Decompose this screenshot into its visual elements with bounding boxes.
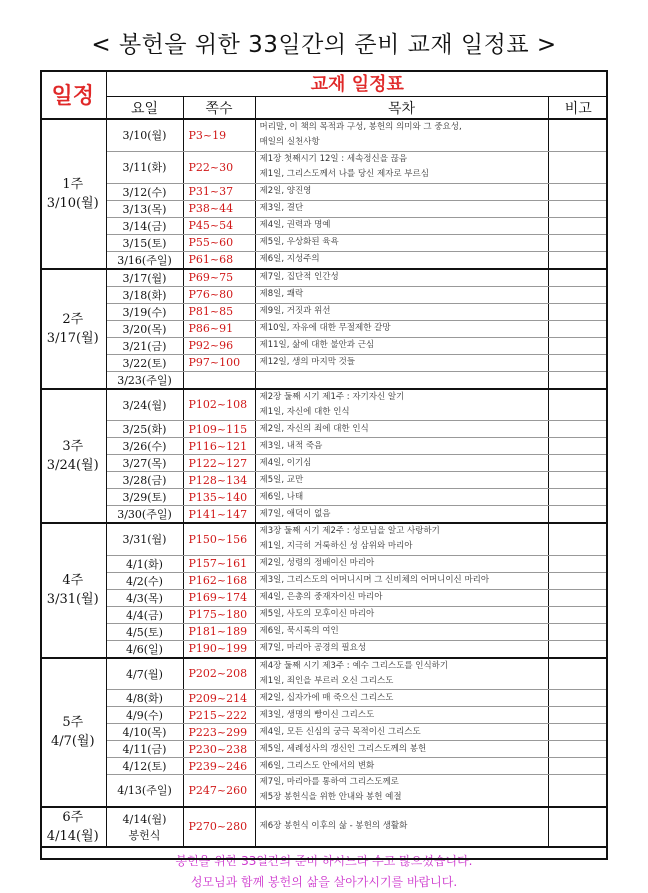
contents-line: 제2일, 양진영 <box>259 186 312 196</box>
contents-cell <box>255 775 548 807</box>
contents-cell <box>255 589 548 606</box>
contents-cell <box>255 572 548 589</box>
day-label: 3/24(월) <box>122 398 167 412</box>
day-label: 3/14(금) <box>122 219 167 233</box>
remarks-cell <box>548 303 608 320</box>
contents-cell <box>255 640 548 658</box>
page-range: P169~174 <box>183 589 255 606</box>
day-cell <box>106 523 183 555</box>
page-range: P76~80 <box>183 286 255 303</box>
day-label: 3/31(월) <box>122 533 167 547</box>
page-range: P128~134 <box>183 472 255 489</box>
contents-cell <box>255 555 548 572</box>
contents-line: 제1일, 죄인을 부르러 오신 그리스도 <box>259 675 394 686</box>
page-range: P86~91 <box>183 320 255 337</box>
closing-message-line: 성모님과 함께 봉헌의 삶을 살아가시기를 바랍니다. <box>190 874 458 889</box>
contents-line: 제4일, 은총의 중재자이신 마리아 <box>259 592 383 602</box>
week-cell <box>40 269 106 389</box>
day-cell <box>106 217 183 234</box>
page-range: P175~180 <box>183 606 255 623</box>
remarks-cell <box>548 724 608 741</box>
schedule-row <box>40 758 608 775</box>
day-label: 3/23(주일) <box>117 373 172 387</box>
page-range: P135~140 <box>183 489 255 506</box>
week-label: 4주 <box>62 573 84 589</box>
page-range: P209~214 <box>183 690 255 707</box>
schedule-row <box>40 234 608 251</box>
day-label: 4/10(목) <box>122 726 167 739</box>
remarks-cell <box>548 472 608 489</box>
day-cell <box>106 640 183 658</box>
page-range: P109~115 <box>183 421 255 438</box>
remarks-cell <box>548 690 608 707</box>
contents-line: 제1일, 자신에 대한 인식 <box>259 406 350 417</box>
contents-cell <box>255 151 548 183</box>
contents-line: 제2일, 자신의 죄에 대한 인식 <box>259 423 369 434</box>
day-cell <box>106 589 183 606</box>
day-label: 4/6(일) <box>126 642 163 656</box>
schedule-row <box>40 690 608 707</box>
day-label: 3/15(토) <box>122 236 167 250</box>
day-cell <box>106 807 183 847</box>
schedule-row <box>40 472 608 489</box>
page-range: P215~222 <box>183 707 255 724</box>
page-range: P239~246 <box>183 758 255 775</box>
page-range: P202~208 <box>183 658 255 690</box>
schedule-row <box>40 724 608 741</box>
page-range: P3~19 <box>183 119 255 151</box>
week-label: 6주 <box>62 809 84 825</box>
contents-line: 제10일, 자유에 대한 무절제한 갈망 <box>259 323 391 333</box>
contents-line: 제4일, 이기심 <box>259 457 312 468</box>
contents-cell <box>255 234 548 251</box>
day-label: 3/28(금) <box>122 474 167 487</box>
page-range: P97~100 <box>183 354 255 371</box>
schedule-row <box>40 151 608 183</box>
day-cell <box>106 354 183 371</box>
schedule-row <box>40 354 608 371</box>
remarks-cell <box>548 354 608 371</box>
day-cell <box>106 690 183 707</box>
remarks-cell <box>548 807 608 847</box>
contents-line: 제1일, 그리스도께서 나를 당신 제자로 부르심 <box>259 169 429 179</box>
remarks-cell <box>548 421 608 438</box>
remarks-cell <box>548 151 608 183</box>
day-label: 3/21(금) <box>122 339 167 353</box>
day-label: 4/5(토) <box>126 625 163 639</box>
day-label: 4/2(수) <box>126 574 163 588</box>
schedule-row <box>40 523 608 555</box>
day-cell <box>106 506 183 524</box>
day-label: 4/7(월) <box>126 667 163 681</box>
contents-line: 제5일, 교만 <box>259 474 304 485</box>
day-cell <box>106 775 183 807</box>
day-cell <box>106 438 183 455</box>
day-cell <box>106 119 183 151</box>
remarks-cell <box>548 775 608 807</box>
day-cell <box>106 371 183 389</box>
schedule-row <box>40 623 608 640</box>
day-label: 3/27(목) <box>122 457 167 470</box>
day-cell <box>106 337 183 354</box>
schedule-row <box>40 606 608 623</box>
day-cell <box>106 555 183 572</box>
remarks-cell <box>548 640 608 658</box>
day-label: 3/16(주일) <box>117 253 172 267</box>
contents-cell <box>255 217 548 234</box>
contents-line: 제3일, 생명의 빵이신 그리스도 <box>259 709 375 720</box>
remarks-cell <box>548 572 608 589</box>
page-range: P223~299 <box>183 724 255 741</box>
page-range: P162~168 <box>183 572 255 589</box>
contents-line: 제4일, 모든 신심의 궁극 목적이신 그리스도 <box>259 726 421 737</box>
schedule-row <box>40 269 608 287</box>
day-cell <box>106 421 183 438</box>
contents-line: 제8일, 쾌락 <box>259 289 304 299</box>
schedule-row <box>40 438 608 455</box>
column-header-page: 쪽수 <box>183 97 255 120</box>
week-label: 5주 <box>62 715 84 730</box>
remarks-cell <box>548 658 608 690</box>
remarks-cell <box>548 623 608 640</box>
day-label: 3/19(수) <box>122 305 167 319</box>
contents-line: 제3장 둘째 시기 제2주 : 성모님을 알고 사랑하기 <box>259 526 440 537</box>
page-range: P122~127 <box>183 455 255 472</box>
week-start-date: 3/24(월) <box>46 457 99 473</box>
page-title: < 봉헌을 위한 33일간의 준비 교재 일정표 > <box>91 32 557 58</box>
page-range: P116~121 <box>183 438 255 455</box>
contents-line: 제2일, 십자가에 매 죽으신 그리스도 <box>259 692 394 703</box>
day-label: 3/17(월) <box>122 271 167 285</box>
contents-line: 제1일, 지극히 거룩하신 성 삼위와 마리아 <box>259 541 413 552</box>
contents-cell <box>255 724 548 741</box>
day-label: 4/4(금) <box>126 608 163 622</box>
contents-line: 제2장 둘째 시기 제1주 : 자기자신 알기 <box>259 391 405 402</box>
page-range: P38~44 <box>183 200 255 217</box>
page-range: P22~30 <box>183 151 255 183</box>
day-cell <box>106 455 183 472</box>
schedule-row <box>40 807 608 847</box>
contents-cell <box>255 758 548 775</box>
contents-line: 제4장 둘째 시기 제3주 : 예수 그리스도를 인식하기 <box>259 660 449 671</box>
contents-cell <box>255 251 548 269</box>
consecration-label: 봉헌식 <box>128 828 161 842</box>
contents-line: 제11일, 삶에 대한 불안과 근심 <box>259 340 375 350</box>
contents-line: 제6장 봉헌식 이후의 삶 - 봉헌의 생활화 <box>259 821 408 831</box>
remarks-cell <box>548 555 608 572</box>
day-cell <box>106 200 183 217</box>
schedule-row <box>40 572 608 589</box>
day-label: 4/9(수) <box>126 709 163 722</box>
remarks-cell <box>548 523 608 555</box>
day-cell <box>106 183 183 200</box>
remarks-cell <box>548 183 608 200</box>
schedule-label: 일정 <box>40 70 106 119</box>
day-label: 3/13(목) <box>122 202 167 216</box>
remarks-cell <box>548 119 608 151</box>
day-label: 4/13(주일) <box>117 784 172 798</box>
remarks-cell <box>548 707 608 724</box>
contents-line: 제7일, 마리아를 통하여 그리스도께로 <box>259 777 399 788</box>
remarks-cell <box>548 506 608 524</box>
contents-cell <box>255 606 548 623</box>
contents-line: 제6일, 나태 <box>259 491 304 502</box>
contents-cell <box>255 489 548 506</box>
contents-line: 제7일, 집단적 인간성 <box>259 272 339 282</box>
schedule-row <box>40 421 608 438</box>
contents-line: 제5장 봉헌식을 위한 안내와 봉헌 예절 <box>259 792 402 803</box>
remarks-cell <box>548 489 608 506</box>
contents-cell <box>255 320 548 337</box>
day-cell <box>106 286 183 303</box>
schedule-row <box>40 555 608 572</box>
day-label: 4/14(월) <box>122 812 167 826</box>
remarks-cell <box>548 438 608 455</box>
schedule-row <box>40 371 608 389</box>
schedule-row <box>40 200 608 217</box>
schedule-row <box>40 506 608 524</box>
closing-message-line: 봉헌을 위한 33일간의 준비 하시느라 수고 많으셨습니다. <box>175 853 473 868</box>
schedule-sheet <box>40 70 608 893</box>
page-range: P31~37 <box>183 183 255 200</box>
table-title: 교재 일정표 <box>106 70 608 97</box>
day-label: 3/26(수) <box>122 440 167 453</box>
schedule-row <box>40 389 608 421</box>
contents-cell <box>255 119 548 151</box>
schedule-row <box>40 320 608 337</box>
contents-line: 제1장 첫째시기 12일 : 세속정신을 끊음 <box>259 154 408 164</box>
column-header-day: 요일 <box>106 97 183 120</box>
contents-cell <box>255 690 548 707</box>
day-cell <box>106 320 183 337</box>
schedule-row <box>40 707 608 724</box>
day-label: 3/22(토) <box>122 356 167 370</box>
remarks-cell <box>548 389 608 421</box>
contents-cell <box>255 200 548 217</box>
contents-line: 제6일, 그리스도 안에서의 변화 <box>259 760 375 771</box>
page-range: P270~280 <box>183 807 255 847</box>
week-label: 1주 <box>62 176 84 192</box>
week-start-date: 3/17(월) <box>46 330 99 346</box>
week-cell <box>40 658 106 807</box>
page-range: P181~189 <box>183 623 255 640</box>
contents-cell <box>255 455 548 472</box>
contents-cell <box>255 354 548 371</box>
remarks-cell <box>548 269 608 287</box>
page-range: P92~96 <box>183 337 255 354</box>
contents-line: 머리말, 이 책의 목적과 구성, 봉헌의 의미와 그 중요성, <box>259 122 462 133</box>
contents-cell <box>255 371 548 389</box>
day-label: 3/18(화) <box>122 288 167 302</box>
day-label: 3/25(화) <box>122 423 167 436</box>
contents-line: 제5일, 세례성사의 갱신인 그리스도께의 봉헌 <box>259 743 427 754</box>
contents-cell <box>255 421 548 438</box>
day-label: 3/30(주일) <box>117 508 172 521</box>
remarks-cell <box>548 337 608 354</box>
page-range: P55~60 <box>183 234 255 251</box>
remarks-cell <box>548 455 608 472</box>
day-label: 4/3(목) <box>126 591 163 605</box>
remarks-cell <box>548 200 608 217</box>
remarks-cell <box>548 234 608 251</box>
week-cell <box>40 523 106 658</box>
page-range: P81~85 <box>183 303 255 320</box>
contents-line: 제6일, 지성주의 <box>259 254 320 264</box>
day-cell <box>106 658 183 690</box>
week-start-date: 4/14(월) <box>46 828 99 844</box>
contents-line: 제7일, 애덕이 없음 <box>259 508 331 519</box>
page-range: P157~161 <box>183 555 255 572</box>
schedule-row <box>40 303 608 320</box>
week-start-date: 4/7(월) <box>50 734 95 749</box>
page-range: P230~238 <box>183 741 255 758</box>
day-cell <box>106 389 183 421</box>
day-cell <box>106 269 183 287</box>
remarks-cell <box>548 320 608 337</box>
contents-cell <box>255 286 548 303</box>
contents-line: 매일의 실천사항 <box>259 137 320 148</box>
contents-line: 제2일, 성령의 정배이신 마리아 <box>259 558 375 568</box>
contents-cell <box>255 337 548 354</box>
contents-cell <box>255 389 548 421</box>
week-start-date: 3/31(월) <box>46 592 99 608</box>
contents-line: 제4일, 권력과 명예 <box>259 220 331 230</box>
day-label: 3/20(목) <box>122 322 167 336</box>
contents-cell <box>255 707 548 724</box>
closing-message <box>40 848 608 893</box>
week-cell <box>40 807 106 847</box>
contents-line: 제7일, 마리아 공경의 필요성 <box>259 643 367 653</box>
contents-line: 제3일, 내적 죽음 <box>259 440 323 451</box>
contents-line: 제12일, 생의 마지막 것들 <box>259 357 356 367</box>
day-cell <box>106 724 183 741</box>
contents-line: 제3일, 결단 <box>259 203 304 213</box>
day-cell <box>106 303 183 320</box>
week-cell <box>40 119 106 269</box>
contents-cell <box>255 438 548 455</box>
day-cell <box>106 758 183 775</box>
contents-line: 제3일, 그리스도의 어머니시며 그 신비체의 어머니이신 마리아 <box>259 575 490 585</box>
page-range: P69~75 <box>183 269 255 287</box>
schedule-row <box>40 455 608 472</box>
day-cell <box>106 623 183 640</box>
schedule-table <box>40 70 608 848</box>
contents-cell <box>255 623 548 640</box>
contents-line: 제6일, 묵시록의 여인 <box>259 626 339 636</box>
day-label: 4/8(화) <box>126 692 163 705</box>
day-cell <box>106 707 183 724</box>
page-range: P141~147 <box>183 506 255 524</box>
day-label: 4/1(화) <box>126 557 163 571</box>
day-cell <box>106 251 183 269</box>
remarks-cell <box>548 371 608 389</box>
schedule-row <box>40 741 608 758</box>
day-label: 3/29(토) <box>122 491 167 504</box>
day-label: 3/10(월) <box>122 129 167 143</box>
week-start-date: 3/10(월) <box>46 195 99 211</box>
week-cell <box>40 389 106 524</box>
schedule-row <box>40 217 608 234</box>
contents-cell <box>255 523 548 555</box>
schedule-row <box>40 489 608 506</box>
day-cell <box>106 606 183 623</box>
contents-line: 제5일, 우상화된 육욕 <box>259 237 339 247</box>
day-label: 3/12(수) <box>122 185 167 199</box>
contents-line: 제9일, 거짓과 위선 <box>259 306 331 316</box>
page-range: P102~108 <box>183 389 255 421</box>
week-label: 3주 <box>62 438 84 454</box>
contents-cell <box>255 269 548 287</box>
schedule-row <box>40 658 608 690</box>
schedule-row <box>40 337 608 354</box>
column-header-remarks: 비고 <box>548 97 608 120</box>
day-cell <box>106 489 183 506</box>
remarks-cell <box>548 758 608 775</box>
schedule-row <box>40 286 608 303</box>
day-cell <box>106 151 183 183</box>
contents-cell <box>255 658 548 690</box>
contents-cell <box>255 506 548 524</box>
contents-cell <box>255 741 548 758</box>
contents-cell <box>255 303 548 320</box>
day-label: 3/11(화) <box>122 161 167 174</box>
remarks-cell <box>548 589 608 606</box>
page-range: P150~156 <box>183 523 255 555</box>
day-cell <box>106 472 183 489</box>
schedule-row <box>40 775 608 807</box>
contents-cell <box>255 183 548 200</box>
remarks-cell <box>548 606 608 623</box>
schedule-row <box>40 119 608 151</box>
page-range: P247~260 <box>183 775 255 807</box>
schedule-row <box>40 589 608 606</box>
column-header-contents: 목차 <box>255 97 548 120</box>
schedule-row <box>40 640 608 658</box>
contents-line: 제5일, 사도의 모후이신 마리아 <box>259 609 375 619</box>
page-range: P190~199 <box>183 640 255 658</box>
remarks-cell <box>548 251 608 269</box>
page-range: P45~54 <box>183 217 255 234</box>
contents-cell <box>255 807 548 847</box>
page-range: P61~68 <box>183 251 255 269</box>
remarks-cell <box>548 741 608 758</box>
schedule-row <box>40 183 608 200</box>
week-label: 2주 <box>62 311 84 327</box>
contents-cell <box>255 472 548 489</box>
remarks-cell <box>548 217 608 234</box>
schedule-row <box>40 251 608 269</box>
remarks-cell <box>548 286 608 303</box>
day-cell <box>106 572 183 589</box>
day-cell <box>106 741 183 758</box>
day-label: 4/12(토) <box>122 760 167 773</box>
day-label: 4/11(금) <box>122 743 167 756</box>
page-range <box>183 371 255 389</box>
day-cell <box>106 234 183 251</box>
